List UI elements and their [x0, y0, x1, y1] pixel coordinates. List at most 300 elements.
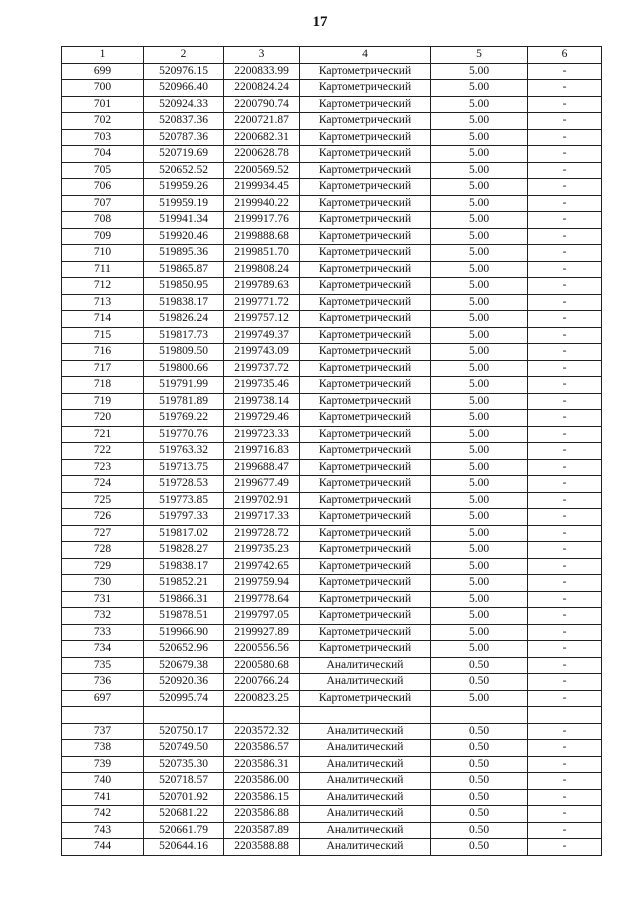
table-row — [62, 179, 602, 196]
x-coordinate-cell: 519838.17 — [144, 558, 224, 575]
y-coordinate-cell: 2199940.22 — [224, 195, 300, 212]
method-cell: Картометрический — [300, 311, 431, 328]
y-coordinate-cell: 2199757.12 — [224, 311, 300, 328]
x-coordinate-cell: 519941.34 — [144, 212, 224, 229]
point-number-cell: 743 — [62, 822, 144, 839]
note-cell: - — [528, 146, 602, 163]
y-coordinate-cell: 2203586.88 — [224, 806, 300, 823]
table-row — [62, 509, 602, 526]
note-cell: - — [528, 96, 602, 113]
x-coordinate-cell: 519770.76 — [144, 426, 224, 443]
method-cell: Картометрический — [300, 410, 431, 427]
point-number-cell: 739 — [62, 756, 144, 773]
method-cell: Картометрический — [300, 608, 431, 625]
point-number-cell: 724 — [62, 476, 144, 493]
method-cell: Картометрический — [300, 360, 431, 377]
accuracy-cell: 5.00 — [431, 624, 528, 641]
note-cell: - — [528, 542, 602, 559]
table-row — [62, 806, 602, 823]
accuracy-cell: 5.00 — [431, 327, 528, 344]
x-coordinate-cell: 519850.95 — [144, 278, 224, 295]
column-header-5: 5 — [431, 47, 528, 64]
note-cell: - — [528, 261, 602, 278]
header-row — [62, 47, 602, 64]
accuracy-cell: 0.50 — [431, 789, 528, 806]
accuracy-cell: 5.00 — [431, 278, 528, 295]
point-number-cell: 710 — [62, 245, 144, 262]
table-row — [62, 113, 602, 130]
note-cell: - — [528, 723, 602, 740]
accuracy-cell: 5.00 — [431, 492, 528, 509]
method-cell: Аналитический — [300, 657, 431, 674]
accuracy-cell: 5.00 — [431, 410, 528, 427]
y-coordinate-cell: 2203588.88 — [224, 839, 300, 856]
x-coordinate-cell: 520681.22 — [144, 806, 224, 823]
x-coordinate-cell: 519763.32 — [144, 443, 224, 460]
table-row — [62, 80, 602, 97]
empty-cell — [144, 707, 224, 724]
x-coordinate-cell: 519713.75 — [144, 459, 224, 476]
method-cell: Картометрический — [300, 113, 431, 130]
note-cell: - — [528, 129, 602, 146]
table-body — [62, 63, 602, 855]
empty-cell — [528, 707, 602, 724]
method-cell: Аналитический — [300, 740, 431, 757]
method-cell: Картометрический — [300, 575, 431, 592]
x-coordinate-cell: 519791.99 — [144, 377, 224, 394]
table-row — [62, 360, 602, 377]
method-cell: Картометрический — [300, 129, 431, 146]
method-cell: Аналитический — [300, 806, 431, 823]
y-coordinate-cell: 2199797.05 — [224, 608, 300, 625]
empty-cell — [224, 707, 300, 724]
table-row — [62, 162, 602, 179]
accuracy-cell: 5.00 — [431, 96, 528, 113]
accuracy-cell: 5.00 — [431, 311, 528, 328]
y-coordinate-cell: 2203586.31 — [224, 756, 300, 773]
method-cell: Картометрический — [300, 624, 431, 641]
y-coordinate-cell: 2199749.37 — [224, 327, 300, 344]
y-coordinate-cell: 2199702.91 — [224, 492, 300, 509]
table-row — [62, 261, 602, 278]
table-row — [62, 327, 602, 344]
point-number-cell: 723 — [62, 459, 144, 476]
y-coordinate-cell: 2203586.00 — [224, 773, 300, 790]
y-coordinate-cell: 2199851.70 — [224, 245, 300, 262]
x-coordinate-cell: 520735.30 — [144, 756, 224, 773]
accuracy-cell: 5.00 — [431, 179, 528, 196]
table-row — [62, 839, 602, 856]
method-cell: Картометрический — [300, 690, 431, 707]
y-coordinate-cell: 2199743.09 — [224, 344, 300, 361]
note-cell: - — [528, 179, 602, 196]
table-row — [62, 146, 602, 163]
method-cell: Аналитический — [300, 756, 431, 773]
table-row — [62, 63, 602, 80]
accuracy-cell: 5.00 — [431, 212, 528, 229]
point-number-cell: 720 — [62, 410, 144, 427]
method-cell: Аналитический — [300, 674, 431, 691]
note-cell: - — [528, 327, 602, 344]
column-header-1: 1 — [62, 47, 144, 64]
note-cell: - — [528, 476, 602, 493]
note-cell: - — [528, 608, 602, 625]
note-cell: - — [528, 674, 602, 691]
y-coordinate-cell: 2200556.56 — [224, 641, 300, 658]
method-cell: Картометрический — [300, 245, 431, 262]
empty-cell — [431, 707, 528, 724]
note-cell: - — [528, 426, 602, 443]
accuracy-cell: 5.00 — [431, 558, 528, 575]
note-cell: - — [528, 509, 602, 526]
x-coordinate-cell: 520749.50 — [144, 740, 224, 757]
table-header — [62, 47, 602, 64]
x-coordinate-cell: 520652.52 — [144, 162, 224, 179]
x-coordinate-cell: 520995.74 — [144, 690, 224, 707]
point-number-cell: 732 — [62, 608, 144, 625]
method-cell: Картометрический — [300, 327, 431, 344]
method-cell: Картометрический — [300, 80, 431, 97]
note-cell: - — [528, 756, 602, 773]
y-coordinate-cell: 2200721.87 — [224, 113, 300, 130]
point-number-cell: 706 — [62, 179, 144, 196]
table-row — [62, 294, 602, 311]
point-number-cell: 738 — [62, 740, 144, 757]
note-cell: - — [528, 410, 602, 427]
note-cell: - — [528, 459, 602, 476]
method-cell: Картометрический — [300, 261, 431, 278]
note-cell: - — [528, 525, 602, 542]
point-number-cell: 728 — [62, 542, 144, 559]
accuracy-cell: 5.00 — [431, 476, 528, 493]
accuracy-cell: 5.00 — [431, 575, 528, 592]
x-coordinate-cell: 520652.96 — [144, 641, 224, 658]
accuracy-cell: 5.00 — [431, 641, 528, 658]
method-cell: Картометрический — [300, 179, 431, 196]
y-coordinate-cell: 2200569.52 — [224, 162, 300, 179]
table-row — [62, 591, 602, 608]
y-coordinate-cell: 2203587.89 — [224, 822, 300, 839]
method-cell: Картометрический — [300, 294, 431, 311]
table-row — [62, 558, 602, 575]
y-coordinate-cell: 2199677.49 — [224, 476, 300, 493]
table-row — [62, 459, 602, 476]
point-number-cell: 737 — [62, 723, 144, 740]
point-number-cell: 740 — [62, 773, 144, 790]
point-number-cell: 704 — [62, 146, 144, 163]
method-cell: Картометрический — [300, 344, 431, 361]
x-coordinate-cell: 519828.27 — [144, 542, 224, 559]
table-row — [62, 674, 602, 691]
method-cell: Картометрический — [300, 492, 431, 509]
point-number-cell: 730 — [62, 575, 144, 592]
method-cell: Картометрический — [300, 641, 431, 658]
note-cell: - — [528, 822, 602, 839]
x-coordinate-cell: 520644.16 — [144, 839, 224, 856]
y-coordinate-cell: 2199789.63 — [224, 278, 300, 295]
y-coordinate-cell: 2200790.74 — [224, 96, 300, 113]
y-coordinate-cell: 2199888.68 — [224, 228, 300, 245]
accuracy-cell: 0.50 — [431, 657, 528, 674]
table-row — [62, 410, 602, 427]
accuracy-cell: 5.00 — [431, 162, 528, 179]
point-number-cell: 735 — [62, 657, 144, 674]
method-cell: Аналитический — [300, 773, 431, 790]
accuracy-cell: 5.00 — [431, 80, 528, 97]
note-cell: - — [528, 212, 602, 229]
note-cell: - — [528, 228, 602, 245]
note-cell: - — [528, 657, 602, 674]
point-number-cell: 725 — [62, 492, 144, 509]
note-cell: - — [528, 245, 602, 262]
x-coordinate-cell: 519769.22 — [144, 410, 224, 427]
y-coordinate-cell: 2200833.99 — [224, 63, 300, 80]
method-cell: Аналитический — [300, 723, 431, 740]
method-cell: Картометрический — [300, 63, 431, 80]
x-coordinate-cell: 520966.40 — [144, 80, 224, 97]
point-number-cell: 744 — [62, 839, 144, 856]
method-cell: Картометрический — [300, 278, 431, 295]
note-cell: - — [528, 162, 602, 179]
note-cell: - — [528, 377, 602, 394]
accuracy-cell: 0.50 — [431, 806, 528, 823]
point-number-cell: 727 — [62, 525, 144, 542]
table-row — [62, 212, 602, 229]
point-number-cell: 716 — [62, 344, 144, 361]
point-number-cell: 729 — [62, 558, 144, 575]
y-coordinate-cell: 2199742.65 — [224, 558, 300, 575]
point-number-cell: 699 — [62, 63, 144, 80]
table-row — [62, 756, 602, 773]
method-cell: Картометрический — [300, 195, 431, 212]
accuracy-cell: 5.00 — [431, 195, 528, 212]
method-cell: Картометрический — [300, 377, 431, 394]
point-number-cell: 717 — [62, 360, 144, 377]
table-row — [62, 657, 602, 674]
x-coordinate-cell: 519817.73 — [144, 327, 224, 344]
table-row — [62, 393, 602, 410]
x-coordinate-cell: 519797.33 — [144, 509, 224, 526]
x-coordinate-cell: 519781.89 — [144, 393, 224, 410]
accuracy-cell: 0.50 — [431, 756, 528, 773]
section-separator-row — [62, 707, 602, 724]
table-row — [62, 129, 602, 146]
method-cell: Картометрический — [300, 212, 431, 229]
note-cell: - — [528, 311, 602, 328]
accuracy-cell: 5.00 — [431, 261, 528, 278]
column-header-3: 3 — [224, 47, 300, 64]
method-cell: Картометрический — [300, 96, 431, 113]
x-coordinate-cell: 520719.69 — [144, 146, 224, 163]
accuracy-cell: 5.00 — [431, 129, 528, 146]
note-cell: - — [528, 773, 602, 790]
y-coordinate-cell: 2199735.46 — [224, 377, 300, 394]
point-number-cell: 697 — [62, 690, 144, 707]
point-number-cell: 718 — [62, 377, 144, 394]
note-cell: - — [528, 575, 602, 592]
x-coordinate-cell: 519865.87 — [144, 261, 224, 278]
x-coordinate-cell: 520701.92 — [144, 789, 224, 806]
accuracy-cell: 5.00 — [431, 690, 528, 707]
point-number-cell: 703 — [62, 129, 144, 146]
accuracy-cell: 5.00 — [431, 360, 528, 377]
x-coordinate-cell: 519809.50 — [144, 344, 224, 361]
x-coordinate-cell: 519920.46 — [144, 228, 224, 245]
accuracy-cell: 5.00 — [431, 294, 528, 311]
method-cell: Картометрический — [300, 393, 431, 410]
x-coordinate-cell: 520924.33 — [144, 96, 224, 113]
y-coordinate-cell: 2199808.24 — [224, 261, 300, 278]
accuracy-cell: 5.00 — [431, 245, 528, 262]
accuracy-cell: 5.00 — [431, 63, 528, 80]
point-number-cell: 741 — [62, 789, 144, 806]
x-coordinate-cell: 519959.19 — [144, 195, 224, 212]
point-number-cell: 715 — [62, 327, 144, 344]
point-number-cell: 711 — [62, 261, 144, 278]
note-cell: - — [528, 806, 602, 823]
y-coordinate-cell: 2199728.72 — [224, 525, 300, 542]
x-coordinate-cell: 520787.36 — [144, 129, 224, 146]
y-coordinate-cell: 2199934.45 — [224, 179, 300, 196]
x-coordinate-cell: 519728.53 — [144, 476, 224, 493]
table-row — [62, 641, 602, 658]
note-cell: - — [528, 839, 602, 856]
accuracy-cell: 5.00 — [431, 443, 528, 460]
table-row — [62, 344, 602, 361]
method-cell: Картометрический — [300, 525, 431, 542]
table-row — [62, 789, 602, 806]
accuracy-cell: 5.00 — [431, 608, 528, 625]
x-coordinate-cell: 520750.17 — [144, 723, 224, 740]
method-cell: Картометрический — [300, 443, 431, 460]
table-row — [62, 822, 602, 839]
y-coordinate-cell: 2200628.78 — [224, 146, 300, 163]
table-row — [62, 245, 602, 262]
method-cell: Картометрический — [300, 509, 431, 526]
x-coordinate-cell: 519838.17 — [144, 294, 224, 311]
x-coordinate-cell: 519817.02 — [144, 525, 224, 542]
point-number-cell: 712 — [62, 278, 144, 295]
x-coordinate-cell: 519895.36 — [144, 245, 224, 262]
note-cell: - — [528, 690, 602, 707]
y-coordinate-cell: 2199738.14 — [224, 393, 300, 410]
method-cell: Картометрический — [300, 228, 431, 245]
x-coordinate-cell: 520976.15 — [144, 63, 224, 80]
x-coordinate-cell: 520661.79 — [144, 822, 224, 839]
accuracy-cell: 5.00 — [431, 393, 528, 410]
method-cell: Картометрический — [300, 162, 431, 179]
method-cell: Картометрический — [300, 426, 431, 443]
accuracy-cell: 5.00 — [431, 113, 528, 130]
table-row — [62, 426, 602, 443]
note-cell: - — [528, 294, 602, 311]
y-coordinate-cell: 2199729.46 — [224, 410, 300, 427]
table-row — [62, 311, 602, 328]
accuracy-cell: 5.00 — [431, 509, 528, 526]
y-coordinate-cell: 2199927.89 — [224, 624, 300, 641]
x-coordinate-cell: 519852.21 — [144, 575, 224, 592]
table-row — [62, 690, 602, 707]
note-cell: - — [528, 492, 602, 509]
note-cell: - — [528, 789, 602, 806]
note-cell: - — [528, 591, 602, 608]
y-coordinate-cell: 2199723.33 — [224, 426, 300, 443]
note-cell: - — [528, 393, 602, 410]
y-coordinate-cell: 2200823.25 — [224, 690, 300, 707]
point-number-cell: 731 — [62, 591, 144, 608]
note-cell: - — [528, 195, 602, 212]
table-row — [62, 492, 602, 509]
table-row — [62, 773, 602, 790]
x-coordinate-cell: 519878.51 — [144, 608, 224, 625]
accuracy-cell: 5.00 — [431, 426, 528, 443]
accuracy-cell: 0.50 — [431, 839, 528, 856]
note-cell: - — [528, 641, 602, 658]
y-coordinate-cell: 2199717.33 — [224, 509, 300, 526]
method-cell: Картометрический — [300, 542, 431, 559]
note-cell: - — [528, 740, 602, 757]
x-coordinate-cell: 520837.36 — [144, 113, 224, 130]
x-coordinate-cell: 520920.36 — [144, 674, 224, 691]
y-coordinate-cell: 2200766.24 — [224, 674, 300, 691]
point-number-cell: 707 — [62, 195, 144, 212]
table-row — [62, 575, 602, 592]
table-row — [62, 542, 602, 559]
accuracy-cell: 0.50 — [431, 822, 528, 839]
accuracy-cell: 5.00 — [431, 542, 528, 559]
method-cell: Картометрический — [300, 476, 431, 493]
y-coordinate-cell: 2199737.72 — [224, 360, 300, 377]
accuracy-cell: 0.50 — [431, 674, 528, 691]
point-number-cell: 742 — [62, 806, 144, 823]
table-row — [62, 228, 602, 245]
empty-cell — [300, 707, 431, 724]
point-number-cell: 713 — [62, 294, 144, 311]
accuracy-cell: 5.00 — [431, 591, 528, 608]
point-number-cell: 722 — [62, 443, 144, 460]
page-number: 17 — [312, 14, 328, 30]
point-number-cell: 714 — [62, 311, 144, 328]
column-header-6: 6 — [528, 47, 602, 64]
method-cell: Картометрический — [300, 459, 431, 476]
accuracy-cell: 0.50 — [431, 740, 528, 757]
empty-cell — [62, 707, 144, 724]
table-row — [62, 377, 602, 394]
y-coordinate-cell: 2199771.72 — [224, 294, 300, 311]
table-row — [62, 476, 602, 493]
x-coordinate-cell: 520679.38 — [144, 657, 224, 674]
accuracy-cell: 5.00 — [431, 146, 528, 163]
point-number-cell: 719 — [62, 393, 144, 410]
point-number-cell: 736 — [62, 674, 144, 691]
table-row — [62, 195, 602, 212]
accuracy-cell: 5.00 — [431, 344, 528, 361]
point-number-cell: 733 — [62, 624, 144, 641]
accuracy-cell: 0.50 — [431, 773, 528, 790]
point-number-cell: 721 — [62, 426, 144, 443]
method-cell: Картометрический — [300, 591, 431, 608]
point-number-cell: 726 — [62, 509, 144, 526]
point-number-cell: 734 — [62, 641, 144, 658]
x-coordinate-cell: 519866.31 — [144, 591, 224, 608]
accuracy-cell: 5.00 — [431, 377, 528, 394]
x-coordinate-cell: 519959.26 — [144, 179, 224, 196]
column-header-4: 4 — [300, 47, 431, 64]
point-number-cell: 701 — [62, 96, 144, 113]
x-coordinate-cell: 519826.24 — [144, 311, 224, 328]
point-number-cell: 705 — [62, 162, 144, 179]
note-cell: - — [528, 80, 602, 97]
